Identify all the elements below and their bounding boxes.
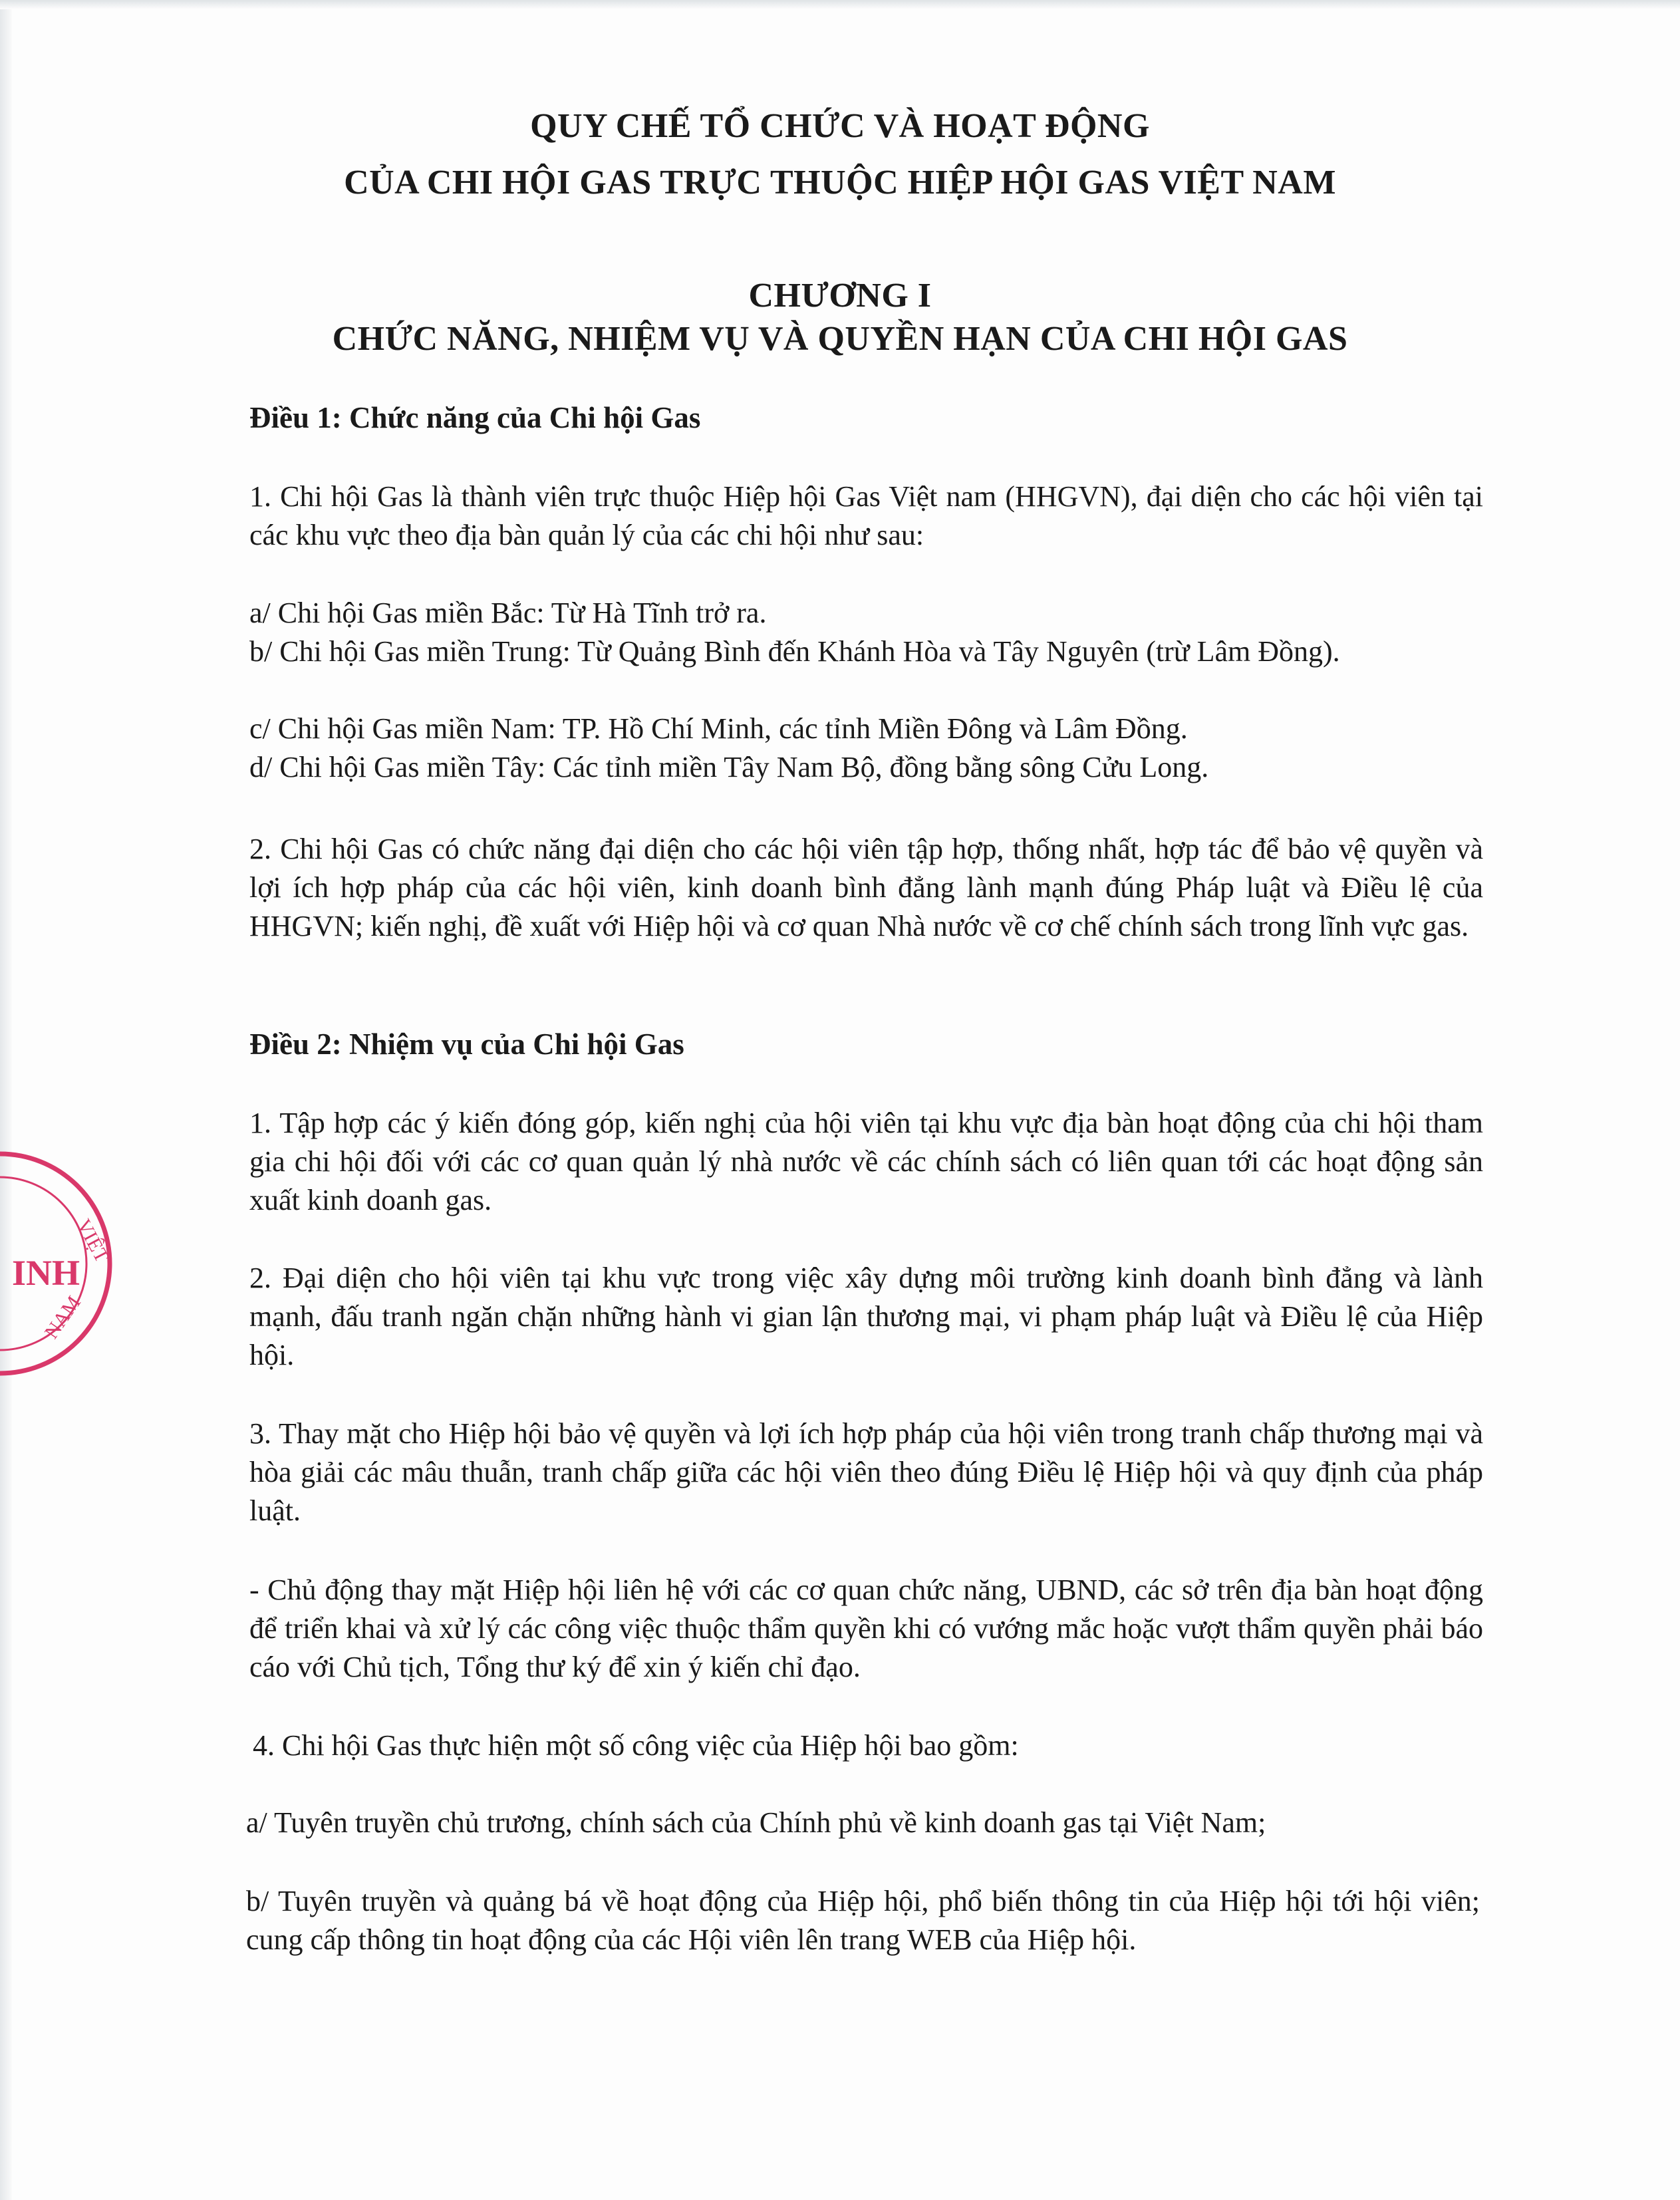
article-2-item-4a: a/ Tuyên truyền chủ trương, chính sách của Chính phủ về kinh doanh gas tại Việt Nam; (246, 1806, 1266, 1839)
article-2-heading: Điều 2: Nhiệm vụ của Chi hội Gas (249, 1028, 684, 1061)
stamp-text-bottom: NAM (40, 1292, 85, 1343)
article-2-paragraph-2: 2. Đại diện cho hội viên tại khu vực trong việc xây dựng môi trường kinh doanh bình đẳng và lành mạnh, đấu tranh ngăn chặn những hành vi gian lận thương mại, vi phạm pháp luật và Điều lệ của Hiệp hội. (249, 1262, 1483, 1371)
article-2-item-4b: b/ Tuyên truyền và quảng bá về hoạt động của Hiệp hội, phổ biến thông tin của Hiệp hội tới hội viên; cung cấp thông tin hoạt động của các Hội viên lên trang WEB của Hiệp hội. (246, 1885, 1480, 1956)
article-1-paragraph-1: 1. Chi hội Gas là thành viên trực thuộc Hiệp hội Gas Việt nam (HHGVN), đại diện cho các hội viên tại các khu vực theo địa bàn quản lý của các chi hội như sau: (249, 480, 1483, 551)
article-1-item-a: a/ Chi hội Gas miền Bắc: Từ Hà Tĩnh trở ra. (249, 597, 767, 629)
article-2-paragraph-3-dash: - Chủ động thay mặt Hiệp hội liên hệ với các cơ quan chức năng, UBND, các sở trên địa bàn hoạt động để triển khai và xử lý các công việc thuộc thẩm quyền khi có vướng mắc hoặc vượt thẩm quyền phải báo cáo với Chủ tịch, Tổng thư ký để xin ý kiến chỉ đạo. (249, 1574, 1483, 1683)
scan-edge-left (0, 0, 12, 2200)
article-2-paragraph-3: 3. Thay mặt cho Hiệp hội bảo vệ quyền và lợi ích hợp pháp của hội viên trong tranh chấp thương mại và hòa giải các mâu thuẫn, tranh chấp giữa các hội viên theo đúng Điều lệ Hiệp hội và quy định của pháp luật. (249, 1417, 1483, 1527)
red-stamp-seal (0, 1124, 120, 1403)
article-2-paragraph-4: 4. Chi hội Gas thực hiện một số công việc của Hiệp hội bao gồm: (253, 1729, 1019, 1762)
stamp-text-top: VIỆT (72, 1215, 114, 1266)
scan-edge-top (0, 0, 1680, 9)
document-title-line-1: QUY CHẾ TỔ CHỨC VÀ HOẠT ĐỘNG (530, 107, 1150, 145)
article-1-item-d: d/ Chi hội Gas miền Tây: Các tỉnh miền Tây Nam Bộ, đồng bằng sông Cửu Long. (249, 751, 1209, 783)
stamp-text-mid: INH (12, 1253, 80, 1293)
document-title-line-2: CỦA CHI HỘI GAS TRỰC THUỘC HIỆP HỘI GAS VIỆT NAM (344, 164, 1336, 202)
article-1-paragraph-2: 2. Chi hội Gas có chức năng đại diện cho các hội viên tập hợp, thống nhất, hợp tác để bảo vệ quyền và lợi ích hợp pháp của các hội viên, kinh doanh bình đẳng lành mạnh đúng Pháp luật và Điều lệ của HHGVN; kiến nghị, đề xuất với Hiệp hội và cơ quan Nhà nước về cơ chế chính sách trong lĩnh vực gas. (249, 833, 1483, 942)
article-1-item-c: c/ Chi hội Gas miền Nam: TP. Hồ Chí Minh, các tỉnh Miền Đông và Lâm Đồng. (249, 712, 1188, 745)
chapter-number: CHƯƠNG I (748, 277, 932, 315)
article-1-item-b: b/ Chi hội Gas miền Trung: Từ Quảng Bình đến Khánh Hòa và Tây Nguyên (trừ Lâm Đồng). (249, 635, 1340, 668)
article-2-paragraph-1: 1. Tập hợp các ý kiến đóng góp, kiến nghị của hội viên tại khu vực địa bàn hoạt động của chi hội tham gia chi hội đối với các cơ quan quản lý nhà nước về các chính sách có liên quan tới các hoạt động sản xuất kinh doanh gas. (249, 1107, 1483, 1216)
chapter-name: CHỨC NĂNG, NHIỆM VỤ VÀ QUYỀN HẠN CỦA CHI HỘI GAS (332, 320, 1348, 358)
article-1-heading: Điều 1: Chức năng của Chi hội Gas (249, 401, 701, 434)
